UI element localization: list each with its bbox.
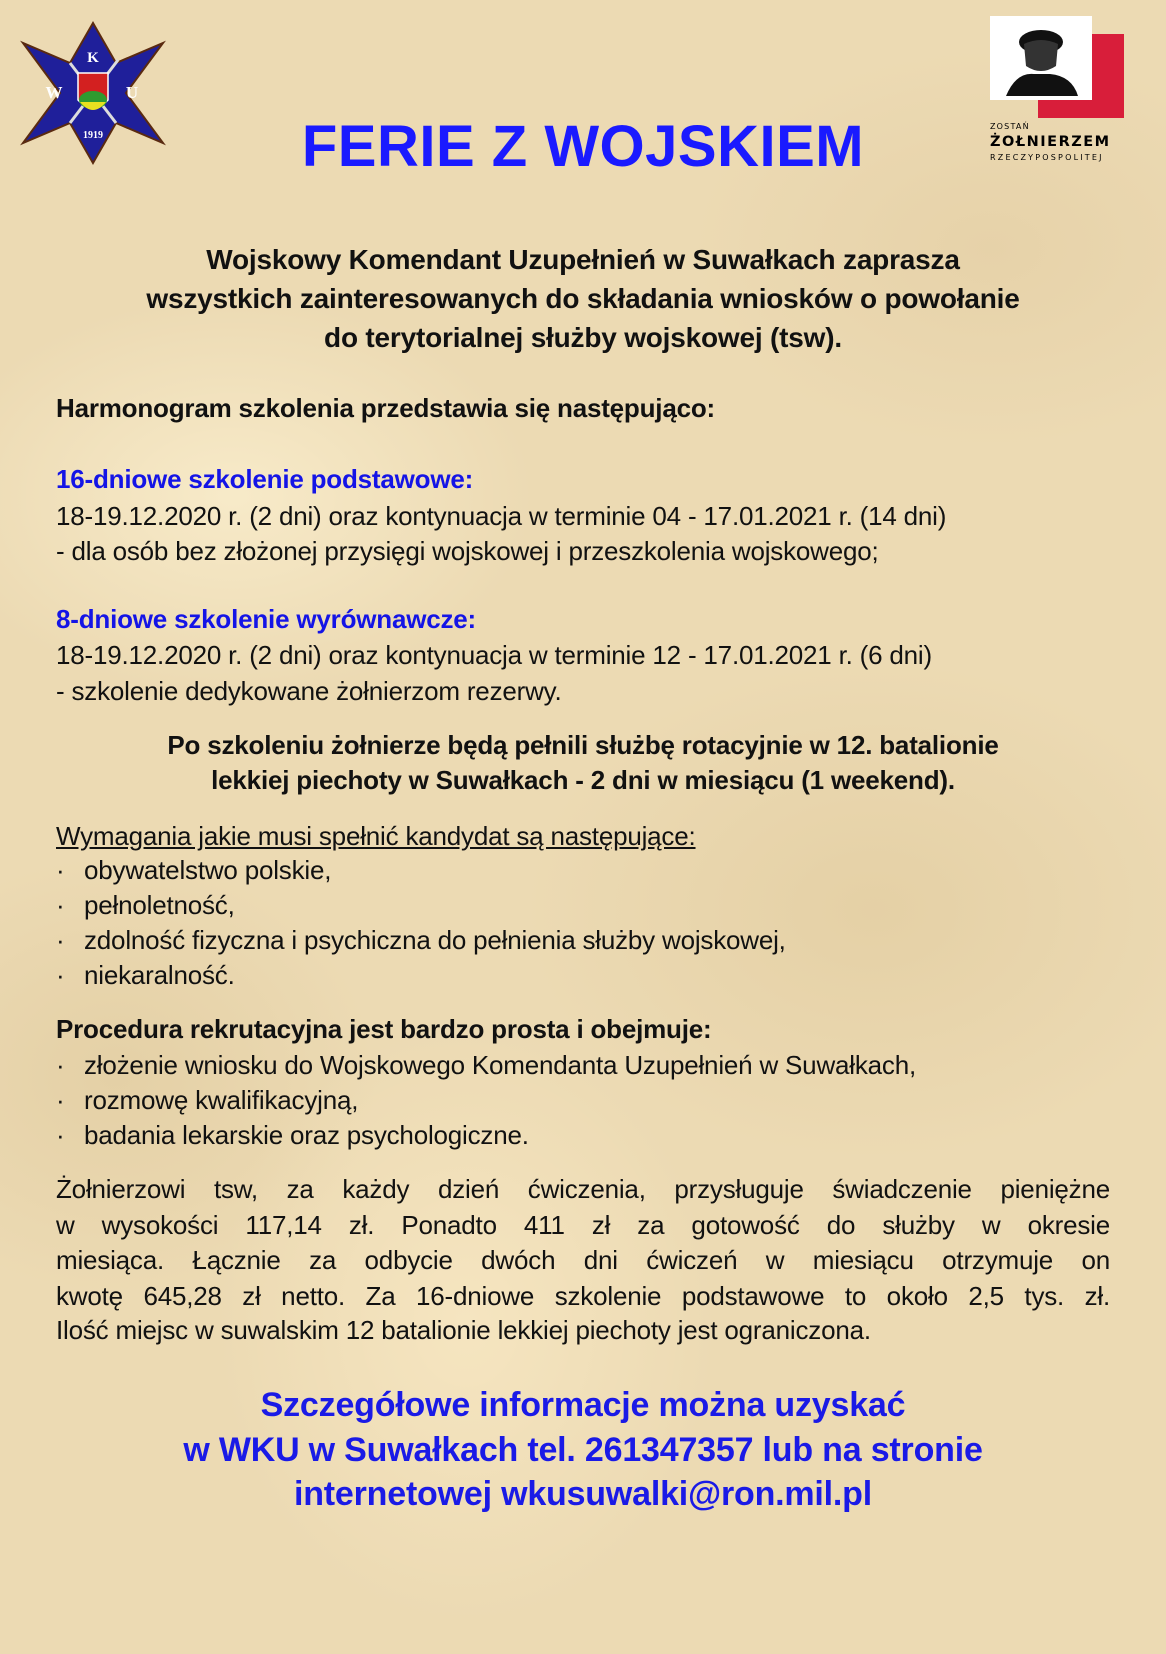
procedure-item: · złożenie wniosku do Wojskowego Komendanta Uzupełnień w Suwałkach, bbox=[56, 1048, 1110, 1083]
svg-text:1919: 1919 bbox=[83, 130, 103, 141]
intro-line: wszystkich zainteresowanych do składania wniosków o powołanie bbox=[146, 283, 1020, 314]
course1-heading: 16-dniowe szkolenie podstawowe: bbox=[56, 464, 474, 494]
svg-text:ŻOŁNIERZEM: ŻOŁNIERZEM bbox=[990, 134, 1111, 150]
procedure-item: · rozmowę kwalifikacyjną, bbox=[56, 1083, 1110, 1118]
bullet: · bbox=[56, 855, 65, 885]
service-line: lekkiej piechoty w Suwałkach - 2 dni w miesiącu (1 weekend). bbox=[211, 765, 955, 795]
page-title: FERIE Z WOJSKIEM bbox=[301, 114, 865, 179]
bullet: · bbox=[56, 1085, 65, 1115]
bullet: · bbox=[56, 960, 65, 990]
requirements-heading: Wymagania jakie musi spełnić kandydat są następujące: bbox=[56, 821, 696, 851]
procedure-heading: Procedura rekrutacyjna jest bardzo prosta i obejmuje: bbox=[56, 1014, 712, 1044]
service-line: Po szkoleniu żołnierze będą pełnili służbę rotacyjnie w 12. batalionie bbox=[167, 730, 999, 760]
intro-line: do terytorialnej służby wojskowej (tsw). bbox=[324, 322, 842, 353]
payment-line: Ilość miejsc w suwalskim 12 batalionie lekkiej piechoty jest ograniczona. bbox=[56, 1315, 871, 1345]
payment-line: Żołnierzowi tsw, za każdy dzień ćwiczenia, przysługuje świadczenie pieniężne bbox=[56, 1174, 1110, 1204]
intro-line: Wojskowy Komendant Uzupełnień w Suwałkach zaprasza bbox=[206, 244, 960, 275]
course1-line: 18-19.12.2020 r. (2 dni) oraz kontynuacja w terminie 04 - 17.01.2021 r. (14 dni) bbox=[56, 501, 947, 531]
requirement-item: · niekaralność. bbox=[56, 958, 1110, 993]
bullet: · bbox=[56, 1050, 65, 1080]
svg-text:W: W bbox=[45, 83, 63, 102]
svg-text:K: K bbox=[87, 50, 99, 66]
procedure-item: · badania lekarskie oraz psychologiczne. bbox=[56, 1118, 1110, 1153]
payment-line: w wysokości 117,14 zł. Ponadto 411 zł za gotowość do służby w okresie bbox=[56, 1210, 1110, 1240]
schedule-heading: Harmonogram szkolenia przedstawia się następująco: bbox=[56, 393, 715, 423]
course2-line: 18-19.12.2020 r. (2 dni) oraz kontynuacja w terminie 12 - 17.01.2021 r. (6 dni) bbox=[56, 640, 932, 670]
requirement-item: · zdolność fizyczna i psychiczna do pełnienia służby wojskowej, bbox=[56, 923, 1110, 958]
payment-line: miesiąca. Łącznie za odbycie dwóch dni ćwiczeń w miesiącu otrzymuje on bbox=[56, 1245, 1110, 1275]
course1-line: - dla osób bez złożonej przysięgi wojskowej i przeszkolenia wojskowego; bbox=[56, 536, 879, 566]
svg-text:U: U bbox=[125, 83, 139, 102]
requirement-item: · pełnoletność, bbox=[56, 888, 1110, 923]
footer-line: internetowej wkusuwalki@ron.mil.pl bbox=[293, 1475, 872, 1513]
course2-line: - szkolenie dedykowane żołnierzom rezerwy. bbox=[56, 676, 562, 706]
bullet: · bbox=[56, 1120, 65, 1150]
course2-heading: 8-dniowe szkolenie wyrównawcze: bbox=[56, 604, 477, 634]
svg-text:ZOSTAŃ: ZOSTAŃ bbox=[990, 122, 1030, 131]
footer-line: Szczegółowe informacje można uzyskać bbox=[260, 1386, 906, 1424]
payment-line: kwotę 645,28 zł netto. Za 16-dniowe szkolenie podstawowe to około 2,5 tys. zł. bbox=[56, 1281, 1110, 1311]
requirement-item: · obywatelstwo polskie, bbox=[56, 853, 1110, 888]
bullet: · bbox=[56, 890, 65, 920]
footer-line: w WKU w Suwałkach tel. 261347357 lub na stronie bbox=[183, 1431, 983, 1469]
svg-text:RZECZYPOSPOLITEJ: RZECZYPOSPOLITEJ bbox=[990, 153, 1104, 162]
bullet: · bbox=[56, 925, 65, 955]
